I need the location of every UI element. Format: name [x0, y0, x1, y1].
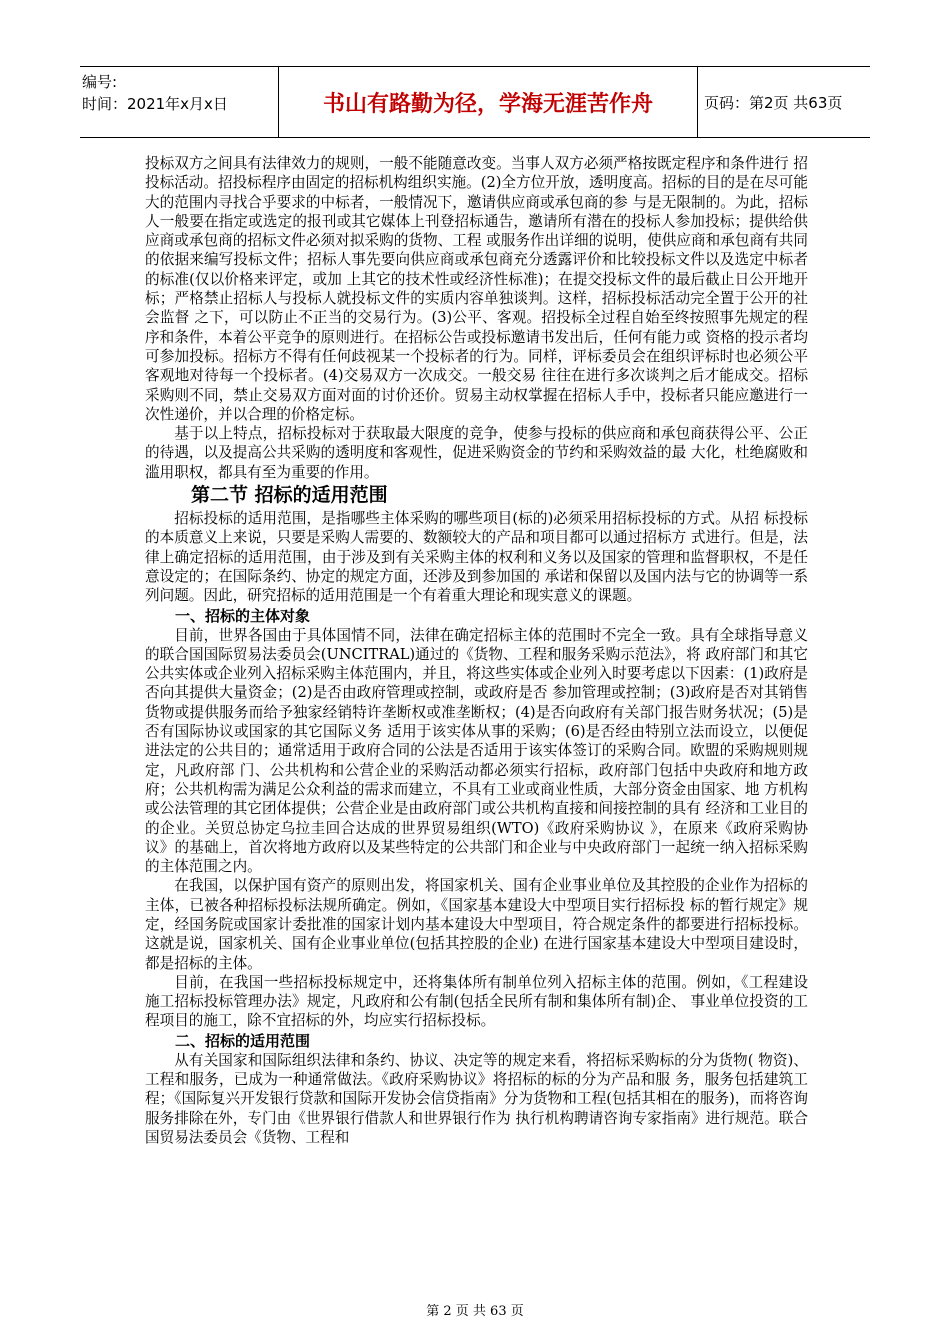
paragraph-6: 目前，在我国一些招标投标规定中，还将集体所有制单位列入招标主体的范围。例如，《工程建设施工招标投标管理办法》规定，凡政府和公有制(包括全民所有制和集体所有制)企、 事业单位投资的工程项目的施工，除不宜招标的外，均应实行招标投标。: [145, 973, 808, 1030]
header-meta: [80, 67, 279, 137]
subsection-title-2: 二、招标的适用范围: [175, 1031, 311, 1050]
header-motto: 书山有路勤为径，学海无涯苦作舟: [279, 67, 698, 137]
paragraph-2: 基于以上特点，招标投标对于获取最大限度的竞争，使参与投标的供应商和承包商获得公平、公正的待遇，以及提高公共采购的透明度和客观性，促进采购资金的节约和采购效益的最 大化，杜绝腐败和滥用职权，都具有至为重要的作用。: [145, 425, 808, 481]
paragraph-5: 在我国，以保护国有资产的原则出发，将国家机关、国有企业事业单位及其控股的企业作为招标的主体，已被各种招标投标法规所确定。例如，《国家基本建设大中型项目实行招标投 标的暂行规定》规定，经国务院或国家计委批准的国家计划内基本建设大中型项目，符合规定条件的都要进行招标投标。这就是说，国家机关、国有企业事业单位(包括其控股的企业) 在进行国家基本建设大中型项目建设时，都是招标的主体。: [145, 877, 808, 972]
document-time-label: 时间：2021年x月x日: [82, 95, 228, 113]
page-footer: 第 2 页 共 63 页: [426, 1304, 524, 1319]
header-page-number: 页码：第2页 共63页: [704, 93, 843, 112]
document-number-label: 编号:: [82, 73, 118, 91]
paragraph-4: 目前，世界各国由于具体国情不同，法律在确定招标主体的范围时不完全一致。具有全球指导意义的联合国国际贸易法委员会(UNCITRAL)通过的《货物、工程和服务采购示范法》，将 政府部门和其它公共实体或企业列入招标采购主体范围内，并且，将这些实体或企业列入时要考虑以下因素：(1)政府是否向其提供大量资金；(2)是否由政府管理或控制，或政府是否 参加管理或控制；(3)政府是否对其销售货物或提供服务而给予独家经销特许垄断权或准垄断权；(4)是否向政府有关部门报告财务状况；(5)是否有国际协议或国家的其它国际义务 适用于该实体从事的采购；(6)是否经由特别立法而设立，以便促进法定的公共目的；通常适用于政府合同的公法是否适用于该实体签订的采购合同。欧盟的采购规则规定，凡政府部 门、公共机构和公营企业的采购活动都必须实行招标，政府部门包括中央政府和地方政府；公共机构需为满足公众利益的需求而建立，不具有工业或商业性质，大部分资金由国家、地 方机构或公法管理的其它团体提供；公营企业是由政府部门或公共机构直接和间接控制的具有 经济和工业目的的企业。关贸总协定乌拉圭回合达成的世界贸易组织(WTO)《政府采购协议 》，在原来《政府采购协议》的基础上，首次将地方政府以及某些特定的公共部门和企业与中央政府部门一起统一纳入招标采购的主体范围之内。: [145, 626, 808, 876]
paragraph-1: 投标双方之间具有法律效力的规则，一般不能随意改变。当事人双方必须严格按既定程序和条件进行 招投标活动。招投标程序由固定的招标机构组织实施。(2)全方位开放，透明度高。招标的目的是在尽可能大的范围内寻找合乎要求的中标者，一般情况下，邀请供应商或承包商的参 与是无限制的。为此，招标人一般要在指定或选定的报刊或其它媒体上刊登招标通告，邀请所有潜在的投标人参加投标；提供给供应商或承包商的招标文件必须对拟采购的货物、工程 或服务作出详细的说明，使供应商和承包商有共同的依据来编写投标文件；招标人事先要向供应商或承包商充分透露评价和比较投标文件以及选定中标者的标准(仅以价格来评定，或加 上其它的技术性或经济性标准)；在提交投标文件的最后截止日公开地开标；严格禁止招标人与投标人就投标文件的实质内容单独谈判。这样，招标投标活动完全置于公开的社会监督 之下，可以防止不正当的交易行为。(3)公平、客观。招投标全过程自始至终按照事先规定的程序和条件，本着公平竞争的原则进行。在招标公告或投标邀请书发出后，任何有能力或 资格的投示者均可参加投标。招标方不得有任何歧视某一个投标者的行为。同样，评标委员会在组织评标时也必须公平客观地对待每一个投标者。(4)交易双方一次成交。一般交易 往往在进行多次谈判之后才能成交。招标采购则不同，禁止交易双方面对面的讨价还价。贸易主动权掌握在招标人手中，投标者只能应邀进行一次性递价，并以合理的价格定标。: [145, 155, 808, 423]
paragraph-7: 从有关国家和国际组织法律和条约、协议、决定等的规定来看，将招标采购标的分为货物( 物资)、工程和服务，已成为一种通常做法。《政府采购协议》将招标的标的分为产品和服 务，服务包括建筑工程；《国际复兴开发银行贷款和国际开发协会信贷指南》分为货物和工程(包括其相在的服务)，而将咨询服务排除在外，专门由《世界银行借款人和世界银行作为 执行机构聘请咨询专家指南》进行规范。联合国贸易法委员会《货物、工程和: [145, 1051, 808, 1146]
section-title: 第二节 招标的适用范围: [191, 484, 388, 507]
paragraph-3: 招标投标的适用范围，是指哪些主体采购的哪些项目(标的)必须采用招标投标的方式。从招 标投标的本质意义上来说，只要是采购人需要的、数额较大的产品和项目都可以通过招标方 式进行。但是，法律上确定招标的适用范围，由于涉及到有关采购主体的权利和义务以及国家的管理和监督职权，不是任意设定的；在国际条约、协定的规定方面，还涉及到参加国的 承诺和保留以及国内法与它的协调等一系列问题。因此，研究招标的适用范围是一个有着重大理论和现实意义的课题。: [145, 510, 808, 605]
subsection-title-1: 一、招标的主体对象: [175, 606, 311, 625]
page-header: [80, 66, 870, 138]
document-body: [145, 154, 808, 1147]
